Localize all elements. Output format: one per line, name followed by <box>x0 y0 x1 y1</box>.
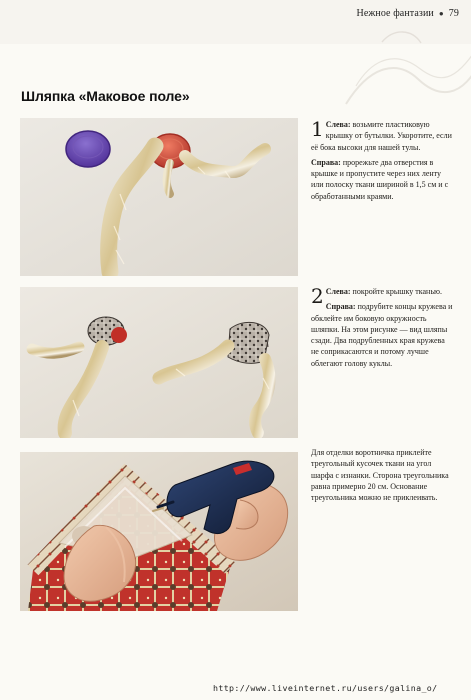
step-number-1: 1 <box>311 117 324 141</box>
page-title: Шляпка «Маковое поле» <box>21 88 190 104</box>
photo-step-3 <box>20 452 298 611</box>
step-1-left-text: возьмите пластиковую крышку от бутылки. Укоротите, если её бока высоки для нашей тулы. <box>311 120 452 152</box>
header-band <box>0 0 471 44</box>
header-bullet: ● <box>438 8 444 18</box>
step-number-2: 2 <box>311 284 324 308</box>
running-title: Нежное фантазии <box>356 8 434 19</box>
step-2-right-text: подрубите концы кружева и обклейте им боковую окружность шляпки. На этом рисунке — вид шляпы сзади. Два подрубленных края кружева не соприкасаются и потому лучше облегают голову куклы. <box>311 302 453 368</box>
step-2-right-label: Справа: <box>325 302 356 312</box>
running-header <box>357 8 459 19</box>
photo-step-1 <box>20 118 298 276</box>
footer-url: http://www.liveinternet.ru/users/galina_o/ <box>213 683 438 693</box>
step-2-left-label: Слева: <box>325 287 351 296</box>
page-number: 79 <box>448 8 459 19</box>
step-3-text: Для отделки воротничка приклейте треугольный кусочек ткани на угол шарфа с изнанки. Сторона треугольника равна примерно 20 см. Основание треугольника можно не приклеивать. <box>311 448 449 503</box>
step-1-left-label: Слева: <box>325 120 351 129</box>
step-2-left-text: покройте крышку тканью. <box>352 287 442 296</box>
step-1-right-text: прорежьте два отверстия в крышке и пропустите через них ленту или полоску ткани шириной в 1,5 см и с обработанными краями. <box>311 157 449 201</box>
instruction-step-2 <box>311 286 454 373</box>
instruction-step-3 <box>311 447 454 507</box>
step-1-right-label: Справа: <box>311 157 341 167</box>
instruction-step-1 <box>311 119 454 206</box>
photo-step-2 <box>20 287 298 438</box>
